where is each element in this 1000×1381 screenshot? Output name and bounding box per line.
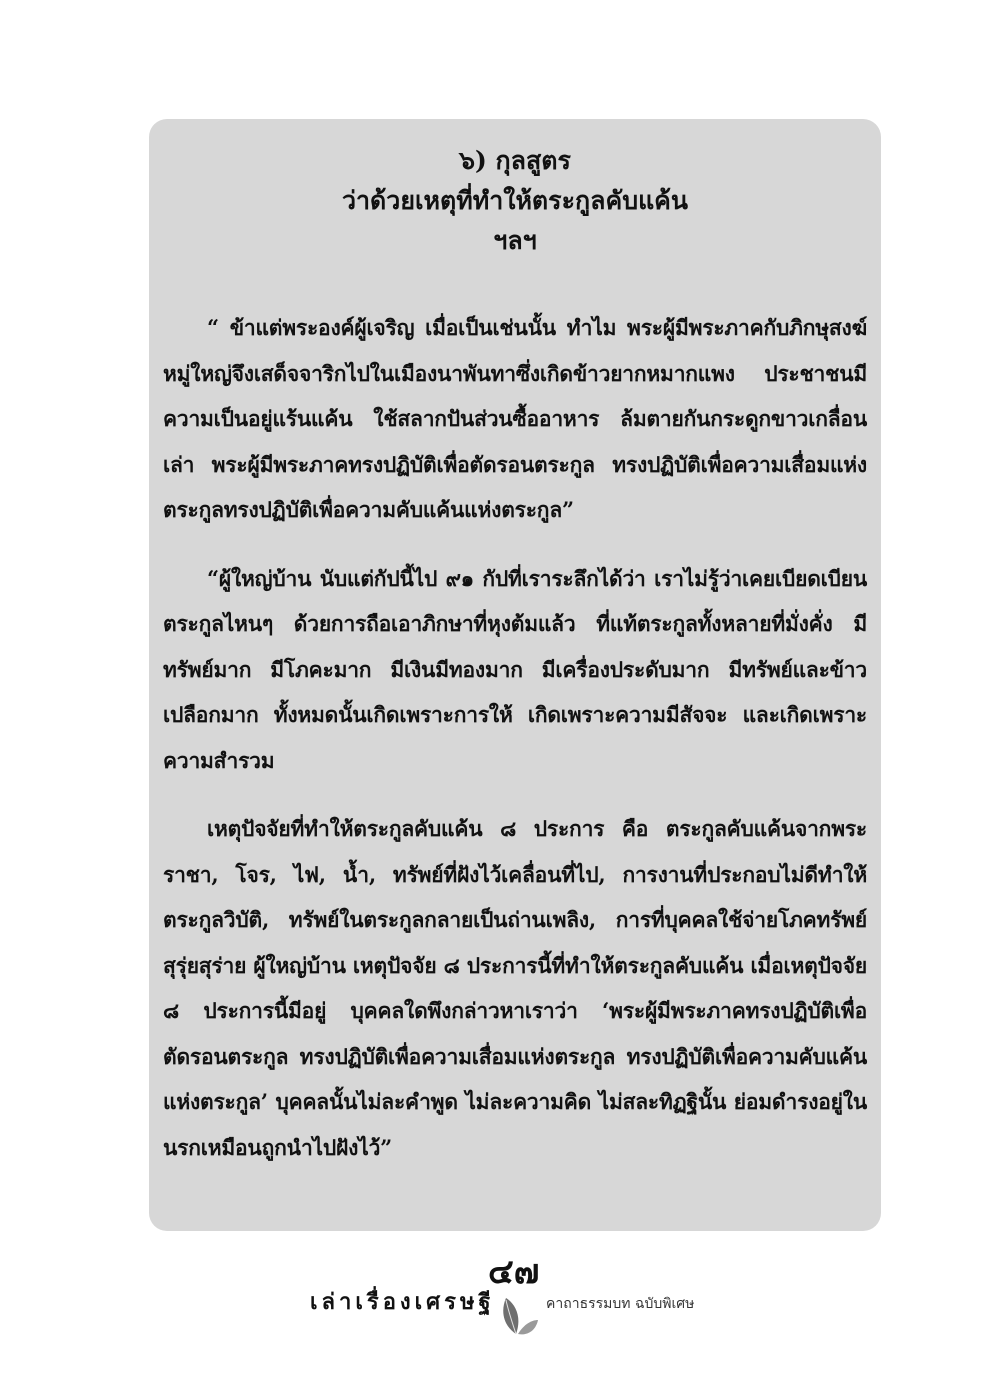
content-panel: [149, 119, 881, 1231]
leaf-icon: [494, 1290, 542, 1338]
paragraph-2: “ผู้ใหญ่บ้าน นับแต่กัปนี้ไป ๙๑ กัปที่เราระลึกได้ว่า เราไม่รู้ว่าเคยเบียดเบียนตระกูลไหนๆ ด้วยการถือเอาภิกษาที่หุงต้มแล้ว ที่แท้ตระกูลทั้งหลายที่มั่งคั่ง มีทรัพย์มาก มีโภคะมาก มีเงินมีทองมาก มีเครื่องประดับมาก มีทรัพย์และข้าวเปลือกมาก ทั้งหมดนั้นเกิดเพราะการให้ เกิดเพราะความมีสัจจะ และเกิดเพราะความสำรวม: [163, 565, 867, 773]
paragraph-1: “ ข้าแต่พระองค์ผู้เจริญ เมื่อเป็นเช่นนั้น ทำไม พระผู้มีพระภาคกับภิกษุสงฆ์หมู่ใหญ่จึงเสด็จจาริกไปในเมืองนาพันทาซึ่งเกิดข้าวยากหมากแพง ประชาชนมีความเป็นอยู่แร้นแค้น ใช้สลากปันส่วนซื้ออาหาร ล้มตายกันกระดูกขาวเกลื่อนเล่า พระผู้มีพระภาคทรงปฏิบัติเพื่อตัดรอนตระกูล ทรงปฏิบัติเพื่อความเสื่อมแห่งตระกูลทรงปฏิบัติเพื่อความคับแค้นแห่งตระกูล”: [163, 315, 867, 522]
series-title: คาถาธรรมบท ฉบับพิเศษ: [546, 1296, 695, 1312]
heading-line-title: ๖) กุลสูตร: [459, 146, 571, 175]
page-footer: [0, 1252, 1000, 1352]
heading-line-ellipsis: ฯลฯ: [493, 226, 537, 255]
paragraph-3: เหตุปัจจัยที่ทำให้ตระกูลคับแค้น ๘ ประการ คือ ตระกูลคับแค้นจากพระราชา, โจร, ไฟ, น้ำ, ทรัพย์ที่ฝังไว้เคลื่อนที่ไป, การงานที่ประกอบไม่ดีทำให้ตระกูลวิบัติ, ทรัพย์ในตระกูลกลายเป็นถ่านเพลิง, การที่บุคคลใช้จ่ายโภคทรัพย์สุรุ่ยสุร่าย ผู้ใหญ่บ้าน เหตุปัจจัย ๘ ประการนี้ที่ทำให้ตระกูลคับแค้น เมื่อเหตุปัจจัย ๘ ประการนี้มีอยู่ บุคคลใดพึงกล่าวหาเราว่า ‘พระผู้มีพระภาคทรงปฏิบัติเพื่อตัดรอนตระกูล ทรงปฏิบัติเพื่อความเสื่อมแห่งตระกูล ทรงปฏิบัติเพื่อความคับแค้นแห่งตระกูล’ บุคคลนั้นไม่ละคำพูด ไม่ละความคิด ไม่สละทิฏฐินั้น ย่อมดำรงอยู่ในนรกเหมือนถูกนำไปฝังไว้”: [163, 816, 867, 1160]
book-title: เล่าเรื่องเศรษฐี: [310, 1290, 495, 1315]
section-heading: [163, 141, 867, 261]
page-number: ๔๗: [488, 1252, 540, 1292]
heading-line-subtitle: ว่าด้วยเหตุที่ทำให้ตระกูลคับแค้น: [341, 186, 688, 215]
